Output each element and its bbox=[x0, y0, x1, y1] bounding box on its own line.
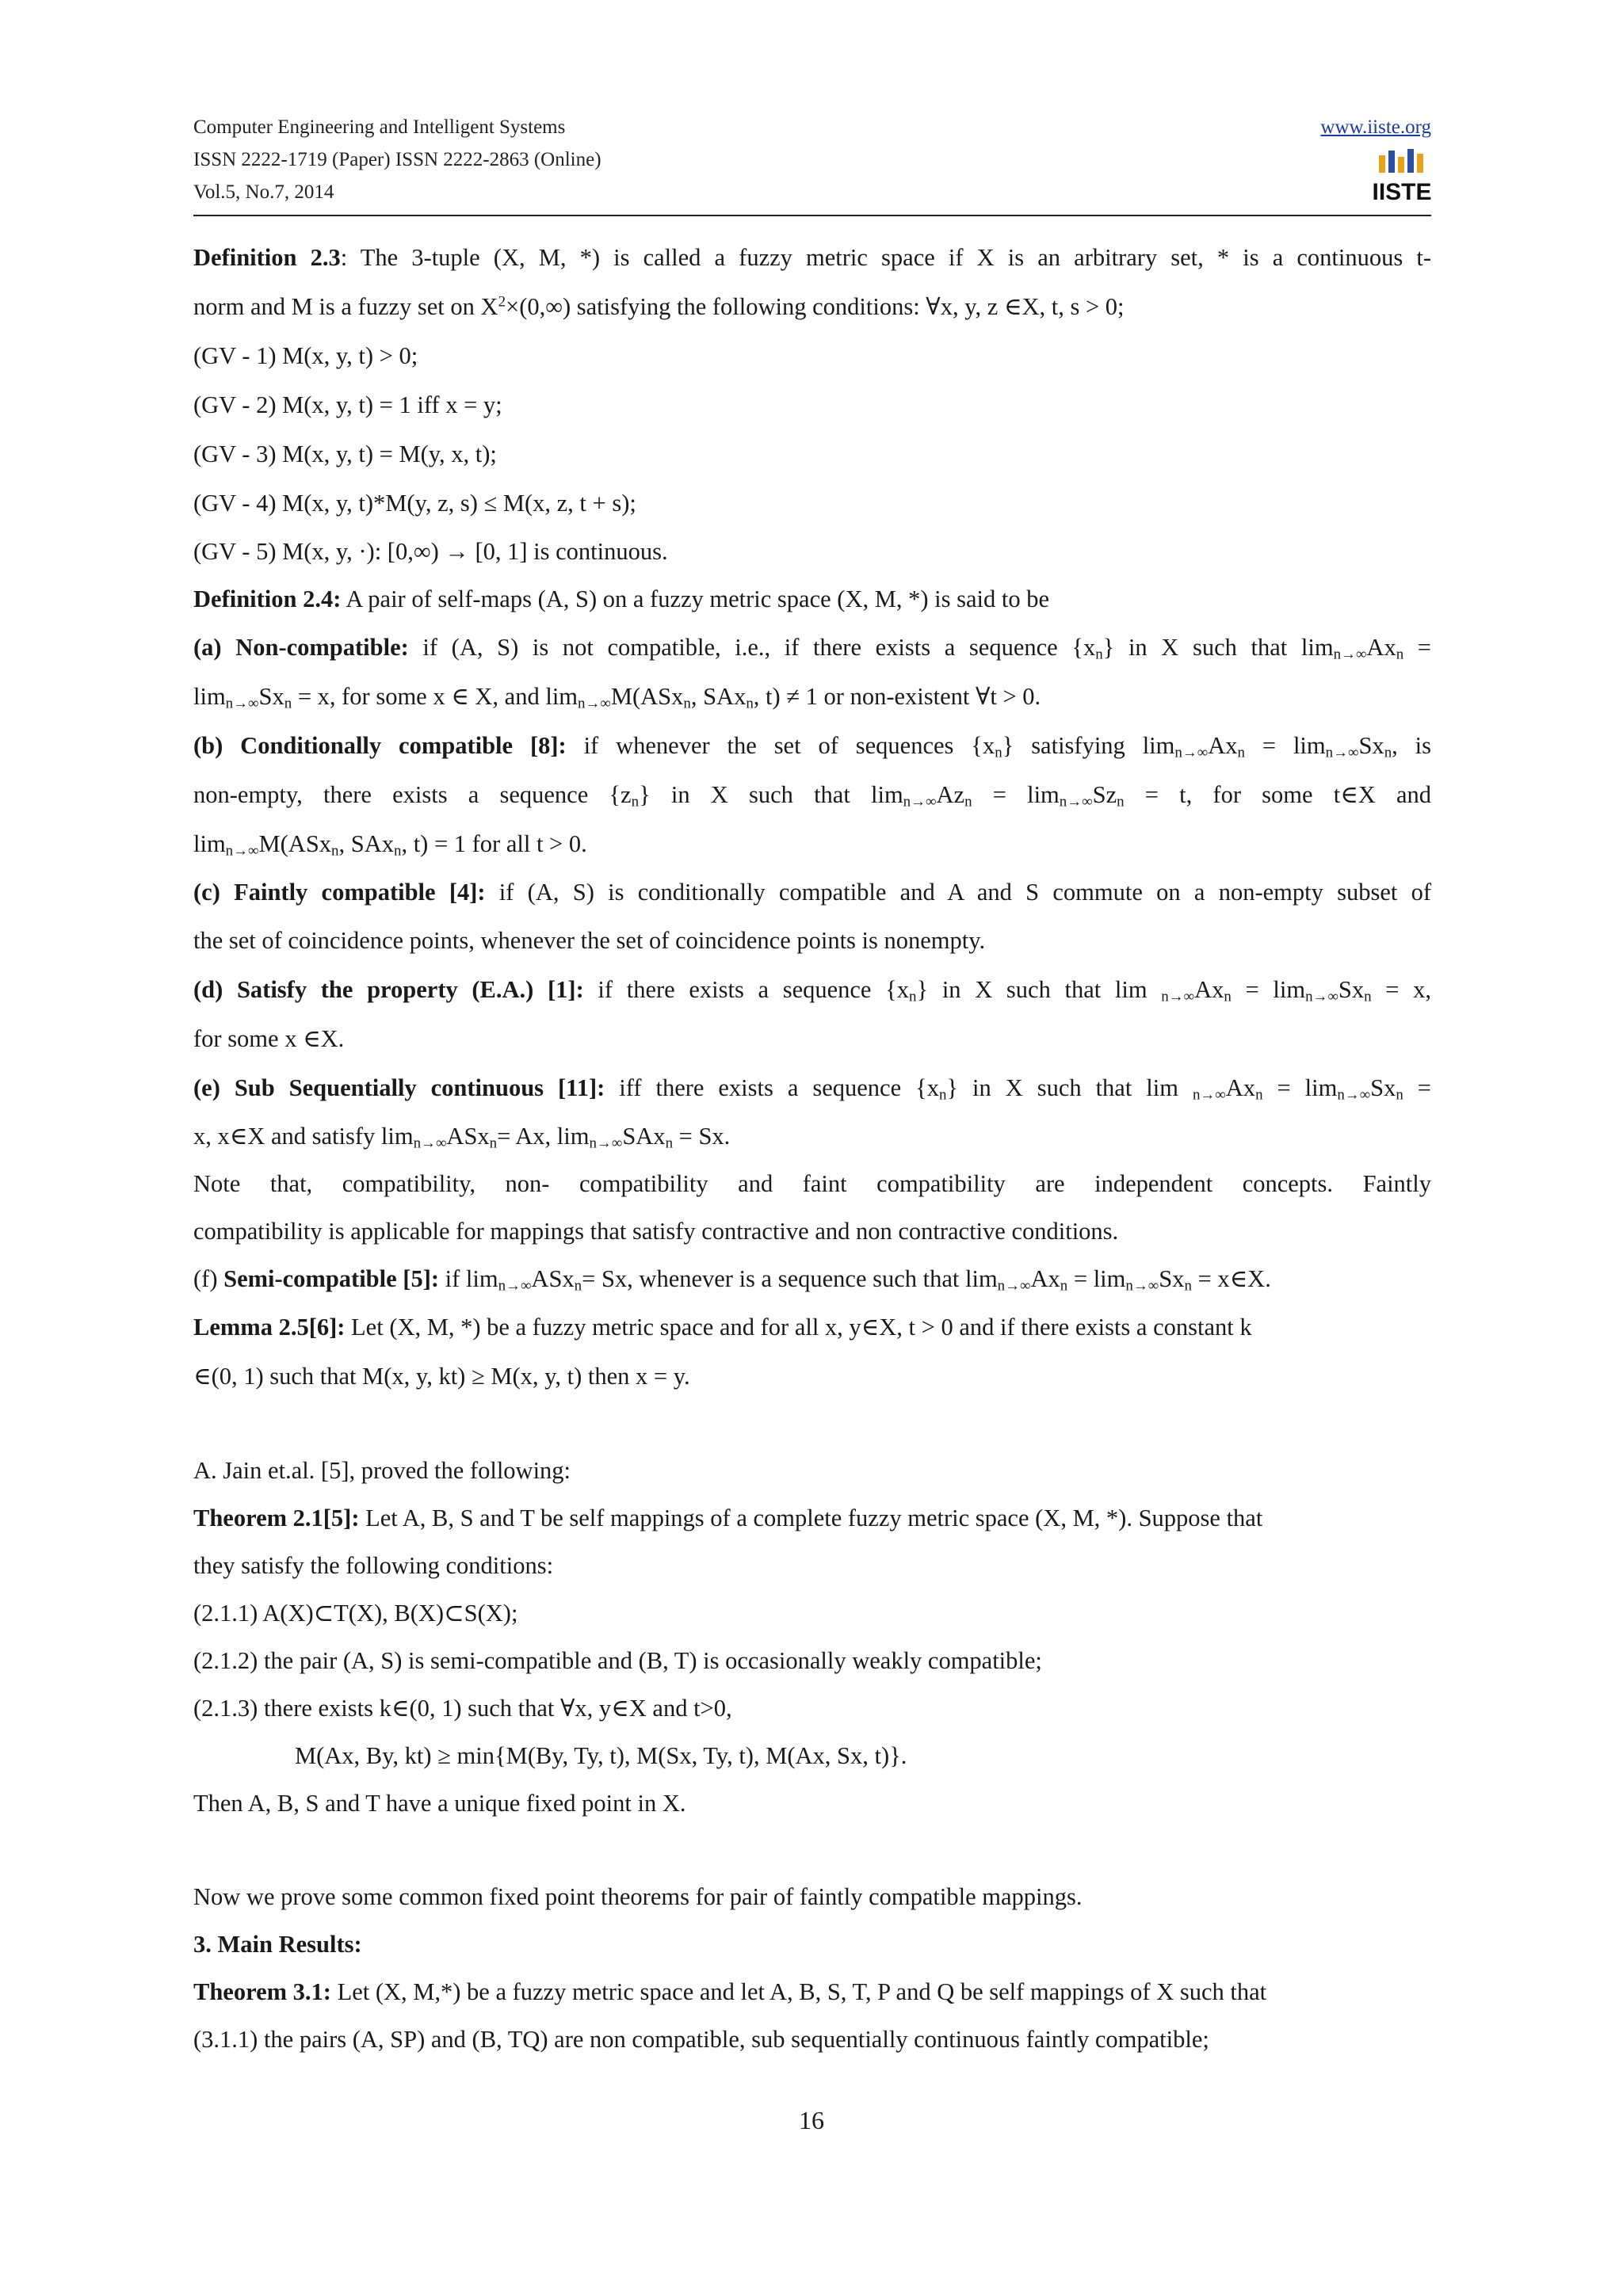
svg-text:IISTE: IISTE bbox=[1372, 179, 1432, 205]
inequality: M(Ax, By, kt) ≥ min{M(By, Ty, t), M(Sx, Ty, t), M(Ax, Sx, t)}. bbox=[295, 1742, 907, 1769]
item-f: (f) Semi-compatible [5]: if $\lim_{n\to\infty}ASx_n= Sx$, whenever is a sequence such that $\lim_{n\to\infty}Ax_n = \lim_{n\to\infty}Sx_n$ = x∈X. bbox=[193, 1265, 1271, 1295]
volume-line: Vol.5, No.7, 2014 bbox=[193, 181, 334, 203]
theorem-3-1-line-1: Theorem 3.1: Let (X, M,*) be a fuzzy metric space and let A, B, S, T, P and Q be self mappings of X such that bbox=[193, 1978, 1267, 2005]
condition-gv4: (GV - 4) M(x, y, t)*M(y, z, s) ≤ M(x, z, t + s); bbox=[193, 490, 636, 517]
theorem-2-1-line-2: they satisfy the following conditions: bbox=[193, 1552, 554, 1579]
item-c-line-1: (c) Faintly compatible [4]: if (A, S) is conditionally compatible and A and S commute on a non-empty subset of bbox=[193, 879, 1431, 906]
note-line-2: compatibility is applicable for mappings that satisfy contractive and non contractive conditions. bbox=[193, 1218, 1119, 1245]
condition-2-1-1: (2.1.1) A(X)⊂T(X), B(X)⊂S(X); bbox=[193, 1600, 518, 1627]
condition-3-1-1: (3.1.1) the pairs (A, SP) and (B, TQ) are non compatible, sub sequentially continuous faintly compatible; bbox=[193, 2026, 1209, 2053]
issn-line: ISSN 2222-1719 (Paper) ISSN 2222-2863 (Online) bbox=[193, 149, 601, 170]
item-e-line-2: x, x∈X and satisfy $\lim_{n\to\infty}ASx_n= Ax$, $\lim_{n\to\infty}SAx_n = Sx$. bbox=[193, 1123, 731, 1152]
iiste-logo bbox=[1372, 147, 1432, 205]
paragraph-gap-2 bbox=[193, 1827, 1431, 1873]
condition-gv1: (GV - 1) M(x, y, t) > 0; bbox=[193, 342, 418, 369]
condition-gv2: (GV - 2) M(x, y, t) = 1 iff x = y; bbox=[193, 391, 502, 418]
item-e-line-1: (e) Sub Sequentially continuous [11]: iff there exists a sequence $\{x_n\}$ in X such that $\lim _{n\to\infty}Ax_n = \lim_{n\to\infty}Sx_n$ = bbox=[193, 1074, 1432, 1104]
theorem-2-1-conclusion: Then A, B, S and T have a unique fixed point in X. bbox=[193, 1790, 686, 1817]
condition-2-1-2: (2.1.2) the pair (A, S) is semi-compatible and (B, T) is occasionally weakly compatible; bbox=[193, 1647, 1042, 1674]
jain-intro: A. Jain et.al. [5], proved the following: bbox=[193, 1457, 571, 1484]
page-header bbox=[193, 111, 1431, 214]
item-c-line-2: the set of coincidence points, whenever the set of coincidence points is nonempty. bbox=[193, 927, 986, 954]
item-d-line-2: for some x ∈X. bbox=[193, 1025, 345, 1052]
section-heading: 3. Main Results: bbox=[193, 1931, 362, 1958]
definition-2-4: Definition 2.4: A pair of self-maps (A, S) on a fuzzy metric space (X, M, *) is said to be bbox=[193, 585, 1049, 612]
theorem-2-1-line-1: Theorem 2.1[5]: Let A, B, S and T be self mappings of a complete fuzzy metric space (X, M, *). Suppose that bbox=[193, 1505, 1263, 1531]
journal-name: Computer Engineering and Intelligent Systems bbox=[193, 116, 566, 138]
item-d-line-1: (d) Satisfy the property (E.A.) [1]: if there exists a sequence $\{x_n\}$ in X such that $\lim _{n\to\infty}Ax_n = \lim_{n\to\infty}Sx_n = x$, bbox=[193, 976, 1432, 1005]
note-line-1: Note that, compatibility, non- compatibility and faint compatibility are independent concepts. Faintly bbox=[193, 1170, 1431, 1197]
lemma-2-5-line-1: Lemma 2.5[6]: Let (X, M, *) be a fuzzy metric space and for all x, y∈X, t > 0 and if there exists a constant k bbox=[193, 1314, 1252, 1341]
condition-gv3: (GV - 3) M(x, y, t) = M(y, x, t); bbox=[193, 441, 497, 467]
condition-gv5: (GV - 5) M(x, y, ·): [0,∞) → [0, 1] is continuous. bbox=[193, 538, 668, 565]
condition-2-1-3: (2.1.3) there exists k∈(0, 1) such that ∀x, y∈X and t>0, bbox=[193, 1695, 732, 1722]
item-a-line-2: $\lim_{n\to\infty}Sx_n = x$, for some x ∈ X, and $\lim_{n\to\infty}M(ASx_n$, SAx$_n$, t) ≠ 1 or non-existent ∀t > 0. bbox=[193, 683, 1041, 712]
item-a-line-1: (a) Non-compatible: if (A, S) is not compatible, i.e., if there exists a sequence $\{x_n\}$ in X such that $\lim_{n\to\infty}Ax_n$ = bbox=[193, 634, 1431, 663]
item-b-line-1: (b) Conditionally compatible [8]: if whenever the set of sequences $\{x_n\}$ satisfying $\lim_{n\to\infty}Ax_n = \lim_{n\to\infty}Sx_n$, is bbox=[193, 732, 1432, 761]
item-b-line-3: $\lim_{n\to\infty}M(ASx_n$, SAx$_n$, t) = 1 for all t > 0. bbox=[193, 830, 587, 860]
paragraph-gap bbox=[193, 1401, 1431, 1447]
header-rule bbox=[193, 215, 1431, 216]
definition-2-3-line-1: Definition 2.3: The 3-tuple (X, M, *) is called a fuzzy metric space if X is an arbitrary set, * is a continuous t- bbox=[193, 244, 1431, 271]
definition-2-3-line-2: norm and M is a fuzzy set on $X^2\times(0,\infty)$ satisfying the following conditions: ∀x, y, z ∈X, t, s > 0; bbox=[193, 293, 1125, 320]
page-number: 16 bbox=[799, 2106, 824, 2134]
page-body bbox=[193, 233, 1431, 2063]
transition-sentence: Now we prove some common fixed point theorems for pair of faintly compatible mappings. bbox=[193, 1883, 1083, 1910]
item-b-line-2: non-empty, there exists a sequence $\{z_n\}$ in X such that $\lim_{n\to\infty}Az_n = \lim_{n\to\infty}Sz_n = t$, for some t∈X and bbox=[193, 781, 1432, 810]
website-link[interactable]: www.iiste.org bbox=[1320, 116, 1431, 138]
lemma-2-5-line-2: ∈(0, 1) such that M(x, y, kt) ≥ M(x, y, t) then x = y. bbox=[193, 1363, 690, 1390]
